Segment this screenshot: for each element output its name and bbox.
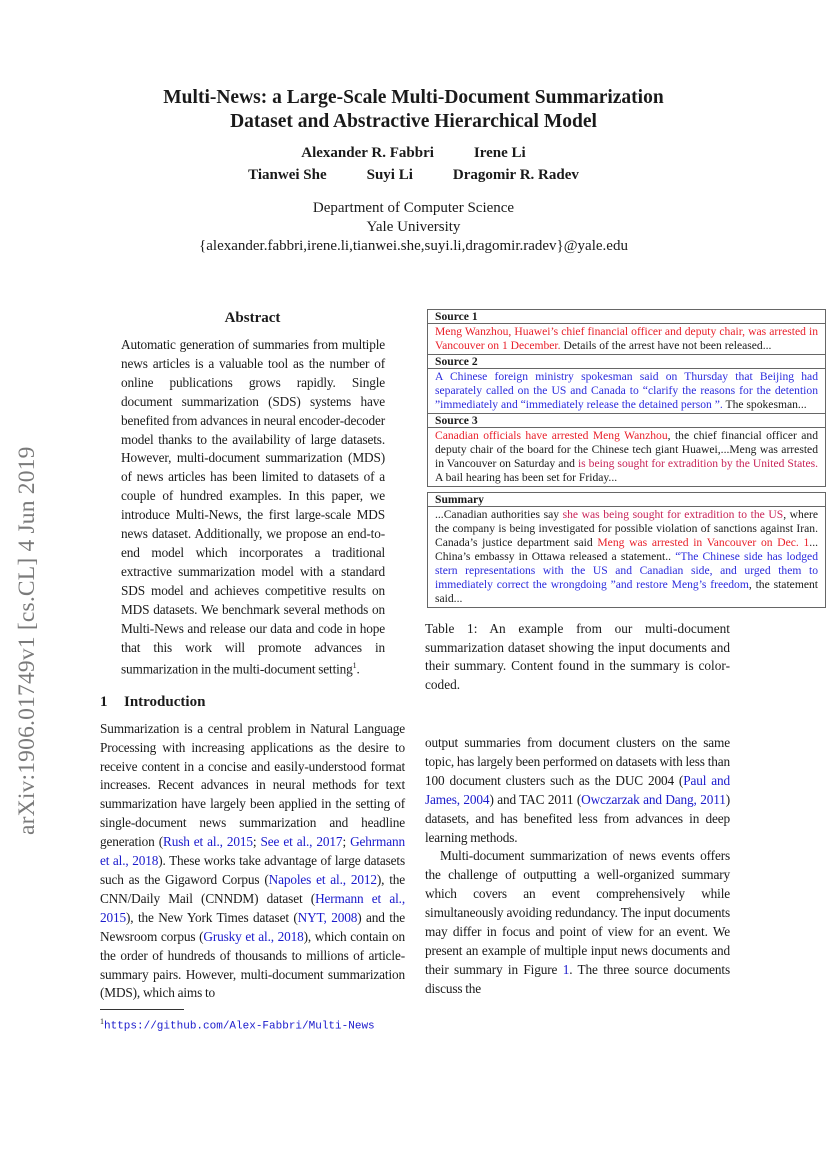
text-segment: ). These works take advantage of large datasets such as the Gigaword Corpus ( bbox=[100, 853, 405, 887]
author-name: Irene Li bbox=[473, 145, 526, 161]
abstract-body: Automatic generation of summaries from multiple news articles is a valuable tool as the number of online publications grows rapidly. Single document summarization (SDS) systems have benefited from advances in neural encoder-decoder model thanks to the availability of large datasets. However, multi-document summarization (MDS) of news articles has been limited to datasets of a couple of hundred examples. In this paper, we introduce Multi-News, the first large-scale MDS news dataset. Additionally, we propose an end-to-end model which incorporates a traditional extractive summarization model with a standard SDS model and achieves competitive results on MDS datasets. We benchmark several methods on Multi-News and release our data and code in hope that this work will promote advances in summarization in the multi-document setting bbox=[121, 337, 385, 677]
citation-link[interactable]: Owczarzak and Dang, 2011 bbox=[581, 791, 726, 807]
author-name: Alexander R. Fabbri bbox=[301, 145, 434, 161]
summary-text bbox=[428, 507, 825, 607]
left-column bbox=[100, 308, 405, 1035]
author-name: Suyi Li bbox=[366, 167, 413, 183]
paper-title bbox=[0, 86, 827, 134]
text-segment: A bail hearing has been set for Friday... bbox=[435, 471, 618, 484]
source-1-text bbox=[428, 324, 825, 355]
text-segment: Multi-document summarization of news events offers the challenge of outputting a well-organized summary which covers an event comprehensively while simultaneously avoiding redundancy. The input documents may differ in focus and point of view for an event. We present an example of multiple input news documents and their summary in Figure bbox=[425, 848, 730, 977]
section-heading bbox=[100, 692, 405, 712]
highlighted-text: “The Chinese side has lodged stern representations with the US and Canadian side, and urged them to immediately correct the wrongdoing ”and restore Meng’s freedom bbox=[435, 550, 819, 591]
arxiv-stamp: arXiv:1906.01749v1 [cs.CL] 4 Jun 2019 bbox=[14, 446, 40, 835]
text-segment: . The three source documents discuss the bbox=[425, 961, 730, 996]
text-segment: ; bbox=[252, 834, 261, 850]
highlighted-text: Canadian officials have arrested Meng Wanzhou bbox=[435, 429, 668, 442]
citation-link[interactable]: NYT, 2008 bbox=[297, 909, 358, 925]
text-segment: , the statement said... bbox=[435, 578, 818, 605]
highlighted-text: Meng was arrested in Vancouver on Dec. 1 bbox=[597, 536, 810, 549]
text-segment: The spokesman... bbox=[722, 398, 807, 411]
text-segment: ; bbox=[342, 834, 351, 850]
table-caption: Table 1: An example from our multi-document summarization dataset showing the input documents and their summary. Content found in the summary is color-coded. bbox=[425, 621, 730, 692]
text-segment: , where the company is being investigated for possible violation of sanctions against Iran. Canada’s justice department said bbox=[435, 508, 818, 549]
text-segment: ) and the Newsroom corpus ( bbox=[100, 909, 405, 944]
text-segment: ) and TAC 2011 ( bbox=[489, 791, 582, 807]
highlighted-text: is being sought for extradition by the United States. bbox=[577, 457, 819, 470]
source-3-header: Source 3 bbox=[428, 414, 825, 428]
text-segment: ... China’s embassy in Ottawa released a statement.. bbox=[435, 536, 818, 563]
abstract-text: Automatic generation of summaries from multiple news articles is a valuable tool as the number of online publications grows rapidly. Single document summarization (SDS) systems have benefited from advances in neural encoder-decoder model thanks to the availability of large datasets. However, multi-document summarization (MDS) of news articles has been limited to datasets of a couple of hundred examples. In this paper, we introduce Multi-News, the first large-scale MDS news dataset. Additionally, we propose an end-to-end model which incorporates a traditional extractive summarization model with a standard SDS model and achieves competitive results on MDS datasets. We benchmark several methods on Multi-News and release our data and code in hope that this work will promote advances in summarization in the multi-document setting$^1$. bbox=[121, 337, 385, 677]
source-2-text bbox=[428, 369, 825, 414]
text-segment: Details of the arrest have not been released... bbox=[560, 339, 772, 352]
right-column bbox=[425, 309, 825, 999]
intro-paragraph bbox=[100, 720, 405, 1004]
citation-link[interactable]: Paul and James, 2004 bbox=[425, 772, 730, 807]
department: Department of Computer Science bbox=[312, 200, 515, 216]
citation-link[interactable]: Napoles et al., 2012 bbox=[268, 871, 377, 887]
citation-link[interactable]: Grusky et al., 2018 bbox=[203, 928, 304, 944]
right-paragraph-1 bbox=[425, 734, 730, 847]
text-segment: ), which contain on the order of hundreds of thousands to millions of article-summary pairs. However, multi-document summarization (MDS), which aims to bbox=[100, 928, 406, 1001]
text-segment: ), the CNN/Daily Mail (CNNDM) dataset ( bbox=[100, 871, 405, 906]
text-segment: output summaries from document clusters on the same topic, has largely been performed on datasets with less than 100 document clusters such as the DUC 2004 ( bbox=[425, 735, 730, 788]
affiliation bbox=[0, 199, 827, 256]
footnote-url[interactable]: https://github.com/Alex-Fabbri/Multi-News bbox=[104, 1020, 375, 1033]
text-segment: ...Canadian authorities say bbox=[435, 508, 563, 521]
citation-link[interactable]: Gehrmann et al., 2018 bbox=[100, 834, 405, 869]
university: Yale University bbox=[366, 219, 461, 235]
section-number: 1 bbox=[100, 693, 108, 710]
source-1-header: Source 1 bbox=[428, 310, 825, 324]
section-title: Introduction bbox=[124, 693, 206, 710]
text-segment: ) datasets, and has benefited less from advances in deep learning methods. bbox=[425, 791, 730, 845]
right-paragraph-2 bbox=[425, 847, 730, 998]
footnote bbox=[100, 1014, 405, 1035]
footnote-number: 1 bbox=[100, 1017, 104, 1027]
footnote-mark[interactable]: 1 bbox=[352, 661, 357, 671]
highlighted-text: Meng Wanzhou, Huawei’s chief financial officer and deputy chair, was arrested in Vancouver on 1 December. bbox=[435, 325, 818, 352]
citation-link[interactable]: Hermann et al., 2015 bbox=[100, 890, 405, 925]
author-list bbox=[0, 142, 827, 186]
highlighted-text: A Chinese foreign ministry spokesman said on Thursday that Beijing had separately called on the US and Canada to “clarify the reasons for the detention ”immediately and “immediately release the detained person ”. bbox=[435, 370, 818, 411]
title-line-2: Dataset and Abstractive Hierarchical Model bbox=[230, 111, 597, 132]
highlighted-text: she was being sought for extradition to the US bbox=[562, 508, 784, 521]
abstract-heading: Abstract bbox=[224, 310, 281, 326]
summary-header: Summary bbox=[428, 493, 825, 507]
summary-table bbox=[427, 492, 826, 608]
text-segment: Summarization is a central problem in Natural Language Processing with increasing applications as the desire to receive content in a concise and easily-understood format increases. Recent advances in neural methods for text summarization have largely been applied in the setting of single-document news summarization and headline generation ( bbox=[100, 720, 405, 850]
text-segment: , the chief financial officer and deputy chair of the board for the Chinese tech giant Huawei,...Meng was arrested in Vancouver on Saturday and bbox=[435, 429, 818, 470]
text-segment: ), the New York Times dataset ( bbox=[126, 909, 298, 925]
author-name: Tianwei She bbox=[248, 167, 327, 183]
author-name: Dragomir R. Radev bbox=[452, 167, 579, 183]
title-line-1: Multi-News: a Large-Scale Multi-Document Summarization bbox=[163, 87, 664, 108]
source-table bbox=[427, 309, 826, 487]
source-3-text bbox=[428, 428, 825, 486]
citation-link[interactable]: Rush et al., 2015 bbox=[162, 834, 253, 850]
citation-link[interactable]: See et al., 2017 bbox=[260, 834, 343, 850]
source-2-header: Source 2 bbox=[428, 355, 825, 369]
citation-link[interactable]: 1 bbox=[562, 961, 570, 977]
author-emails: {alexander.fabbri,irene.li,tianwei.she,suyi.li,dragomir.radev}@yale.edu bbox=[199, 238, 628, 254]
footnote-divider bbox=[100, 1009, 184, 1010]
